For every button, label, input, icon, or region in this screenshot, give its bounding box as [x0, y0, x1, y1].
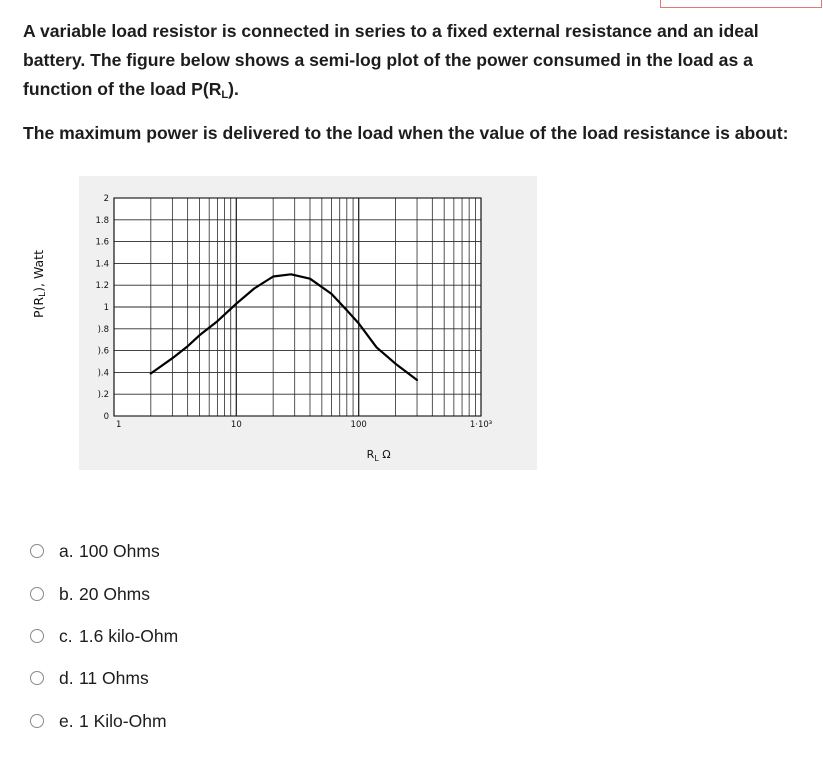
y-tick-label: ).4: [97, 368, 109, 379]
option-letter: e.: [59, 710, 74, 731]
y-axis-label-end: ), Watt: [31, 250, 46, 292]
y-tick-label: 1: [103, 303, 109, 313]
x-axis-label: $R_L$ Ω: [366, 448, 391, 463]
option-text: 1.6 kilo-Ohm: [79, 625, 179, 646]
y-tick-label: 1.6: [95, 237, 109, 248]
y-tick-label: 1.2: [95, 281, 109, 292]
y-axis-label: [31, 250, 48, 318]
option-text: 1 Kilo-Ohm: [79, 710, 167, 731]
y-tick-label: ).6: [97, 346, 109, 357]
option-e[interactable]: [30, 706, 167, 736]
radio-button[interactable]: [30, 671, 44, 685]
y-tick-label: 1.4: [95, 259, 109, 270]
option-text: 11 Ohms: [79, 667, 149, 688]
figure: [33, 176, 537, 470]
option-b[interactable]: [30, 579, 150, 609]
option-letter: b.: [59, 583, 74, 604]
option-letter: a.: [59, 540, 74, 561]
question-prompt: The maximum power is delivered to the load when the value of the load resistance is about:: [23, 123, 789, 143]
option-letter: d.: [59, 667, 74, 688]
top-border-box: [660, 0, 822, 8]
y-tick-label: 2: [103, 194, 109, 204]
radio-button[interactable]: [30, 544, 44, 558]
y-tick-label: 0: [103, 412, 109, 422]
x-tick-label: 1: [116, 420, 122, 430]
question-intro-end: ).: [228, 79, 239, 99]
chart: [33, 176, 537, 470]
question-intro-sub: L: [221, 89, 229, 101]
y-tick-label: ).8: [97, 324, 109, 335]
y-tick-label: ).2: [97, 390, 109, 401]
option-text: 100 Ohms: [79, 540, 160, 561]
radio-button[interactable]: [30, 714, 44, 728]
question-text: [23, 17, 803, 148]
question-intro: [23, 17, 803, 110]
x-tick-label: 1·10³: [469, 420, 493, 430]
option-d[interactable]: [30, 663, 149, 693]
radio-button[interactable]: [30, 629, 44, 643]
option-letter: c.: [59, 625, 73, 646]
y-axis-label-sub: L: [38, 291, 48, 297]
radio-button[interactable]: [30, 587, 44, 601]
y-axis-label-main: P(R: [31, 296, 46, 318]
y-tick-label: 1.8: [95, 215, 109, 226]
option-c[interactable]: [30, 621, 178, 651]
option-text: 20 Ohms: [79, 583, 150, 604]
question-intro-text: A variable load resistor is connected in series to a fixed external resistance and an ideal battery. The figure below shows a semi-log plot of the power consumed in the load as a function of the load P(R: [23, 21, 759, 99]
x-tick-label: 10: [230, 420, 242, 430]
option-a[interactable]: [30, 536, 160, 566]
x-tick-label: 100: [350, 420, 367, 430]
